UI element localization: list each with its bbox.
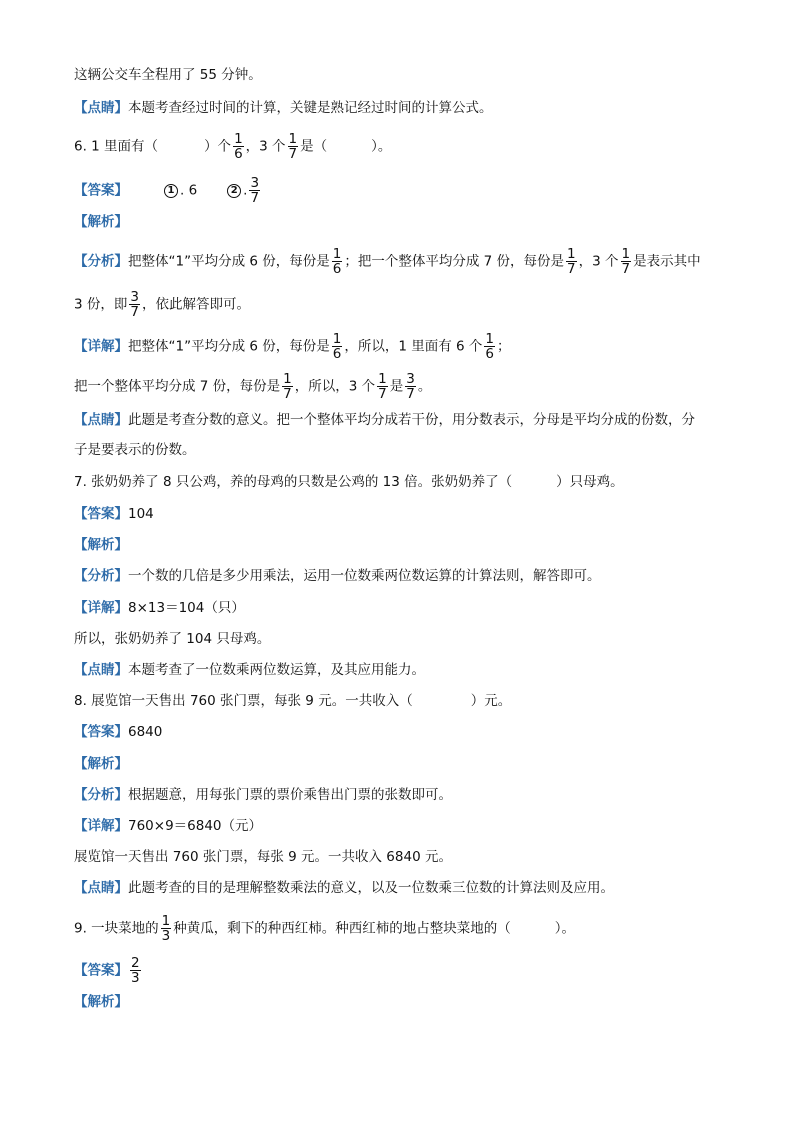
q7-question-text: 7. 张奶奶养了 8 只公鸡，养的母鸡的只数是公鸡的 13 倍。张奶奶养了（ xyxy=(74,474,513,490)
comment-tag: 【点睛】 xyxy=(74,100,128,116)
answer-tag: 【答案】 xyxy=(74,724,128,740)
analysis-tag: 【分析】 xyxy=(74,253,128,270)
q8-answer xyxy=(74,722,162,742)
fraction-denominator: 6 xyxy=(234,146,243,162)
fraction-numerator: 3 xyxy=(130,289,139,305)
q6-comment-line-1 xyxy=(74,410,695,430)
q8-question-text: 8. 展览馆一天售出 760 张门票，每张 9 元。一共收入（ xyxy=(74,693,413,709)
q7-answer-value: 104 xyxy=(128,506,154,522)
q8-solution-heading xyxy=(74,754,128,774)
q9-text-1: 9. 一块菜地的 xyxy=(74,920,159,937)
fraction-denominator: 3 xyxy=(161,928,171,944)
comment-tag: 【点睛】 xyxy=(74,880,128,896)
q6-detail-g: 。 xyxy=(417,378,432,395)
fraction-denominator: 6 xyxy=(332,346,342,362)
q6-analysis-d: 是表示其中 xyxy=(633,253,701,270)
q6-solution-heading xyxy=(74,212,128,232)
q8-question xyxy=(74,691,511,711)
q7-question xyxy=(74,472,624,492)
answer-tag: 【答案】 xyxy=(74,506,128,522)
solution-tag: 【解析】 xyxy=(74,214,128,230)
q6-detail-line-2 xyxy=(74,372,431,401)
q7-solution-heading xyxy=(74,535,128,555)
q5-tail xyxy=(74,65,262,85)
fraction-three-sevenths xyxy=(405,372,416,401)
detail-tag: 【详解】 xyxy=(74,338,128,355)
fraction-denominator: 6 xyxy=(485,346,494,362)
fraction-denominator: 3 xyxy=(131,970,140,986)
fraction-numerator: 3 xyxy=(250,175,260,191)
q8-conclusion-text: 展览馆一天售出 760 张门票，每张 9 元。一共收入 6840 元。 xyxy=(74,849,452,865)
q8-comment-text: 此题考查的目的是理解整数乘法的意义，以及一位数乘三位数的计算法则及应用。 xyxy=(128,880,614,896)
q7-detail-text: 8×13＝104（只） xyxy=(128,600,245,616)
fraction-numerator: 1 xyxy=(234,131,243,147)
q6-detail-d: 把一个整体平均分成 7 份，每份是 xyxy=(74,378,281,395)
q6-analysis-b: ；把一个整体平均分成 7 份，每份是 xyxy=(344,253,565,270)
solution-tag: 【解析】 xyxy=(74,994,128,1010)
q6-detail-b: ，所以，1 里面有 6 个 xyxy=(344,338,483,355)
q6-answer-1: . 6 xyxy=(180,182,198,199)
fraction-one-sixth xyxy=(484,332,495,361)
q8-comment xyxy=(74,878,614,898)
q6-answer-2-prefix: . xyxy=(243,182,248,199)
fraction-three-sevenths xyxy=(249,176,260,205)
fraction-denominator: 7 xyxy=(406,386,415,402)
fraction-denominator: 7 xyxy=(621,261,631,277)
fraction-numerator: 1 xyxy=(378,371,387,387)
q8-detail xyxy=(74,816,262,836)
q6-detail-f: 是 xyxy=(389,378,404,395)
q6-comment-line-2 xyxy=(74,440,196,460)
fraction-numerator: 1 xyxy=(621,246,631,262)
solution-tag: 【解析】 xyxy=(74,537,128,553)
q7-comment-text: 本题考查了一位数乘两位数运算，及其应用能力。 xyxy=(128,662,425,678)
q6-analysis-f: ，依此解答即可。 xyxy=(141,296,250,313)
q7-comment xyxy=(74,660,425,680)
q7-analysis-text: 一个数的几倍是多少用乘法，运用一位数乘两位数运算的计算法则，解答即可。 xyxy=(128,568,601,584)
solution-tag: 【解析】 xyxy=(74,756,128,772)
q6-answer xyxy=(74,176,262,205)
q9-text-2: 种黄瓜，剩下的种西红柿。种西红柿的地占整块菜地的（ xyxy=(173,920,511,937)
q8-analysis-text: 根据题意，用每张门票的票价乘售出门票的张数即可。 xyxy=(128,787,452,803)
q7-question-end: ）只母鸡。 xyxy=(556,474,624,490)
answer-tag: 【答案】 xyxy=(74,962,128,979)
q7-conclusion xyxy=(74,629,270,649)
fraction-numerator: 1 xyxy=(288,131,298,147)
q8-answer-value: 6840 xyxy=(128,724,163,740)
q6-detail-a: 把整体“1”平均分成 6 份，每份是 xyxy=(128,338,330,355)
fraction-numerator: 2 xyxy=(131,955,140,971)
fraction-numerator: 1 xyxy=(161,913,171,929)
q7-detail xyxy=(74,598,245,618)
q6-question xyxy=(74,132,391,161)
comment-tag: 【点睛】 xyxy=(74,662,128,678)
fraction-two-thirds xyxy=(130,956,141,985)
fraction-one-sixth xyxy=(332,332,343,361)
q6-analysis-line-1 xyxy=(74,247,701,276)
fraction-one-seventh xyxy=(288,132,299,161)
q8-conclusion xyxy=(74,847,452,867)
fraction-denominator: 7 xyxy=(288,146,298,162)
q6-comment-text-1: 此题是考查分数的意义。把一个整体平均分成若干份，用分数表示，分母是平均分成的份数，分 xyxy=(128,412,695,428)
circled-number-2-icon: 2 xyxy=(227,184,241,198)
q6-text-2: ）个 xyxy=(204,138,232,155)
fraction-one-seventh xyxy=(566,247,577,276)
q6-analysis-line-2 xyxy=(74,290,250,319)
comment-tag: 【点睛】 xyxy=(74,412,128,428)
q7-analysis xyxy=(74,566,601,586)
q6-text-1: 6. 1 里面有（ xyxy=(74,138,159,155)
fraction-numerator: 1 xyxy=(567,246,576,262)
q6-analysis-c: ，3 个 xyxy=(578,253,619,270)
q9-solution-heading xyxy=(74,992,128,1012)
fraction-one-seventh xyxy=(282,372,293,401)
fraction-numerator: 1 xyxy=(485,331,494,347)
fraction-numerator: 3 xyxy=(406,371,415,387)
fraction-denominator: 7 xyxy=(250,190,260,206)
q6-detail-line-1 xyxy=(74,332,511,361)
fraction-one-sixth xyxy=(233,132,244,161)
q6-text-3: ，3 个 xyxy=(245,138,286,155)
fraction-three-sevenths xyxy=(129,290,140,319)
q6-text-4: 是（ xyxy=(300,138,328,155)
q6-detail-e: ，所以，3 个 xyxy=(294,378,376,395)
q7-answer xyxy=(74,504,154,524)
fraction-denominator: 7 xyxy=(567,261,576,277)
fraction-denominator: 6 xyxy=(332,261,342,277)
analysis-tag: 【分析】 xyxy=(74,787,128,803)
circled-number-1-icon: 1 xyxy=(164,184,178,198)
q9-answer xyxy=(74,956,143,985)
q6-comment-text-2: 子是要表示的份数。 xyxy=(74,442,196,458)
fraction-numerator: 1 xyxy=(332,246,342,262)
q6-detail-c: ； xyxy=(497,338,511,355)
q6-text-5: ）。 xyxy=(371,138,392,155)
q6-analysis-e: 3 份，即 xyxy=(74,296,128,313)
fraction-one-sixth xyxy=(332,247,343,276)
q8-question-end: ）元。 xyxy=(470,693,512,709)
q9-text-3: ）。 xyxy=(554,920,576,937)
q8-analysis xyxy=(74,785,452,805)
fraction-numerator: 1 xyxy=(283,371,292,387)
fraction-denominator: 7 xyxy=(283,386,292,402)
q5-comment-text: 本题考查经过时间的计算，关键是熟记经过时间的计算公式。 xyxy=(128,100,493,116)
analysis-tag: 【分析】 xyxy=(74,568,128,584)
q9-question xyxy=(74,914,575,943)
fraction-one-seventh xyxy=(621,247,632,276)
q5-comment xyxy=(74,98,493,118)
fraction-numerator: 1 xyxy=(332,331,342,347)
detail-tag: 【详解】 xyxy=(74,600,128,616)
fraction-denominator: 7 xyxy=(130,304,139,320)
q6-analysis-a: 把整体“1”平均分成 6 份，每份是 xyxy=(128,253,330,270)
fraction-one-seventh xyxy=(377,372,388,401)
detail-tag: 【详解】 xyxy=(74,818,128,834)
q7-conclusion-text: 所以，张奶奶养了 104 只母鸡。 xyxy=(74,631,271,647)
q5-tail-text: 这辆公交车全程用了 55 分钟。 xyxy=(74,67,262,83)
q8-detail-text: 760×9＝6840（元） xyxy=(128,818,263,834)
fraction-denominator: 7 xyxy=(378,386,387,402)
answer-tag: 【答案】 xyxy=(74,182,128,199)
fraction-one-third xyxy=(161,914,172,943)
